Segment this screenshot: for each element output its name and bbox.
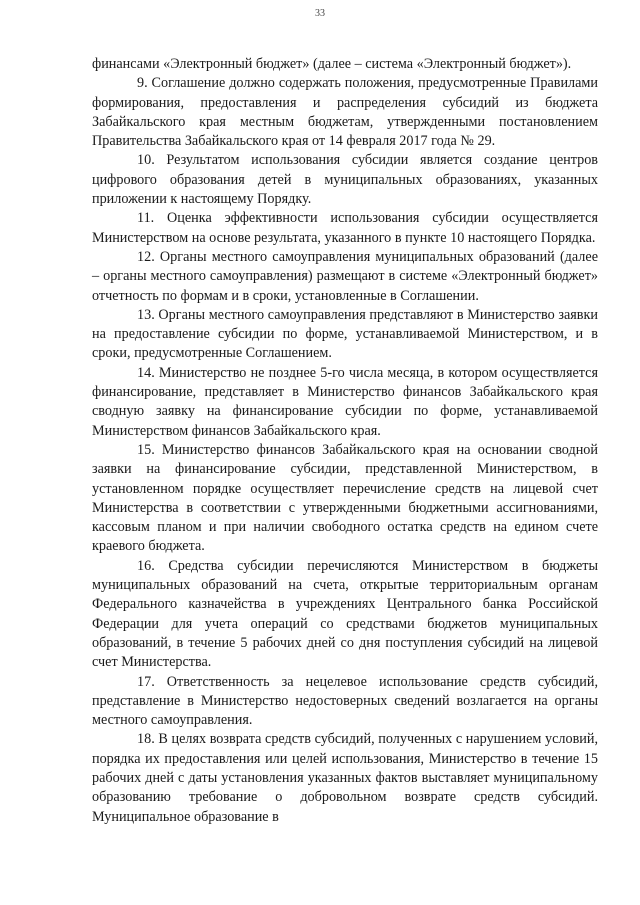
paragraph-item-17: 17. Ответственность за нецелевое использование средств субсидий, представление в Министерство недостоверных сведений возлагается на органы местного самоуправления. <box>92 673 598 729</box>
paragraph-item-9: 9. Соглашение должно содержать положения, предусмотренные Правилами формирования, предоставления и распределения субсидий из бюджета Забайкальского края местным бюджетам, утвержденными постановлением Правительства Забайкальского края от 14 февраля 2017 года № 29. <box>92 75 598 150</box>
document-body <box>92 55 598 827</box>
paragraph-item-15: 15. Министерство финансов Забайкальского края на основании сводной заявки на финансирование субсидии, представленной Министерством, в установленном порядке осуществляет перечисление средств на лицевой счет Министерства в соответствии с утвержденными бюджетными ассигнованиями, кассовым планом и при наличии свободного остатка средств на едином счете краевого бюджета. <box>92 441 598 555</box>
paragraph-item-16: 16. Средства субсидии перечисляются Министерством в бюджеты муниципальных образований на счета, открытые территориальным органам Федерального казначейства в учреждениях Центрального банка Российской Федерации для учета операций со средствами бюджетов муниципальных образований, в течение 5 рабочих дней со дня поступления субсидий на лицевой счет Министерства. <box>92 557 598 671</box>
paragraph-item-14: 14. Министерство не позднее 5-го числа месяца, в котором осуществляется финансирование, представляет в Министерство финансов Забайкальского края сводную заявку на финансирование субсидии по форме, устанавливаемой Министерством финансов Забайкальского края. <box>92 364 598 439</box>
paragraph-item-12: 12. Органы местного самоуправления муниципальных образований (далее – органы местного самоуправления) размещают в системе «Электронный бюджет» отчетность по формам и в сроки, установленные в Соглашении. <box>92 248 598 304</box>
paragraph-item-10: 10. Результатом использования субсидии является создание центров цифрового образования детей в муниципальных образованиях, указанных приложении к настоящему Порядку. <box>92 152 598 208</box>
paragraph-continuation: финансами «Электронный бюджет» (далее – система «Электронный бюджет»). <box>92 56 572 72</box>
paragraph-item-13: 13. Органы местного самоуправления представляют в Министерство заявки на предоставление субсидии по форме, устанавливаемой Министерством, и в сроки, предусмотренные Соглашением. <box>92 306 598 362</box>
paragraph-item-11: 11. Оценка эффективности использования субсидии осуществляется Министерством на основе результата, указанного в пункте 10 настоящего Порядка. <box>92 210 598 246</box>
paragraph-item-18: 18. В целях возврата средств субсидий, полученных с нарушением условий, порядка их предоставления или целей использования, Министерство в течение 15 рабочих дней с даты установления указанных фактов выставляет муниципальному образованию требование о добровольном возврате средств субсидий. Муниципальное образование в <box>92 731 598 825</box>
page-number: 33 <box>315 8 325 19</box>
